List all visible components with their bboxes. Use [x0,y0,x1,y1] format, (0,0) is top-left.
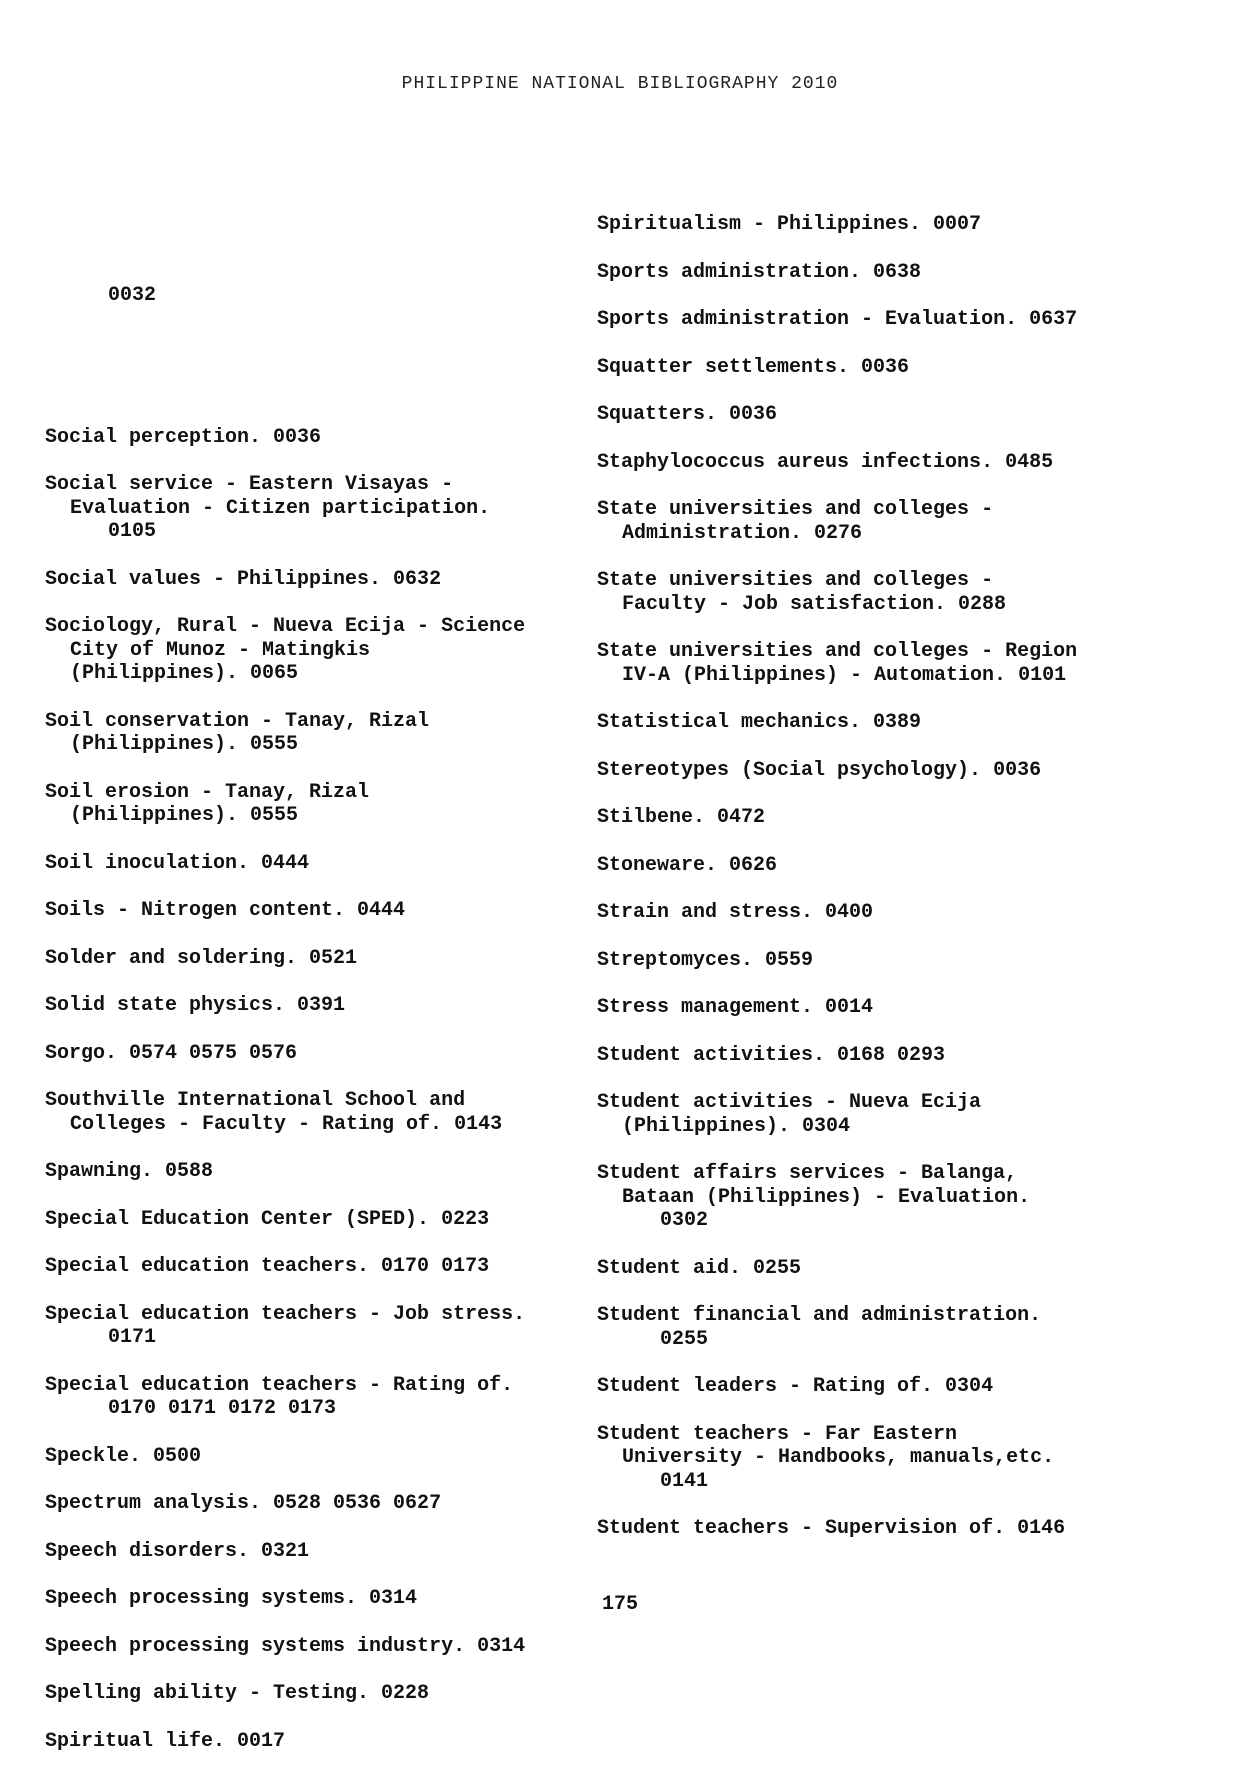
index-entry [597,569,1207,616]
entry-heading: Social perception. 0036 [45,425,322,449]
index-entry [45,568,585,592]
entry-heading: Student teachers - Far Eastern [597,1422,958,1446]
entry-heading: Stilbene. 0472 [597,806,766,829]
entry-heading: Student activities. 0168 0293 [597,1043,946,1067]
index-entry [45,473,585,544]
entry-continuation: (Philippines). 0065 [70,662,299,685]
index-entry [597,261,1207,285]
entry-heading: Solder and soldering. 0521 [45,946,358,970]
entry-continuation: IV-A (Philippines) - Automation. 0101 [622,663,1067,687]
index-entry [597,1044,1207,1068]
index-entry [597,996,1207,1020]
index-entry [45,994,585,1018]
index-entry [597,308,1207,332]
index-entry [45,899,585,923]
entry-heading: Speckle. 0500 [45,1444,202,1468]
entry-heading: Sports administration - Evaluation. 0637 [597,308,1078,331]
entry-heading: Student leaders - Rating of. 0304 [597,1375,994,1398]
entry-heading: Student activities - Nueva Ecija [597,1091,982,1114]
index-entry [597,711,1207,735]
index-entry [597,640,1207,687]
entry-continuation: 0105 [108,520,157,543]
entry-continuation: City of Munoz - Matingkis [70,638,371,662]
entry-heading: Speech disorders. 0321 [45,1539,310,1563]
entry-heading: Strain and stress. 0400 [597,901,874,924]
entry-heading: Stress management. 0014 [597,996,874,1019]
entry-heading: Special Education Center (SPED). 0223 [45,1207,490,1231]
entry-continuation: 0141 [660,1469,709,1493]
index-entry [597,451,1207,475]
entry-heading: Student affairs services - Balanga, [597,1162,1018,1185]
entry-heading: Special education teachers. 0170 0173 [45,1255,490,1278]
index-entry [45,1730,585,1754]
entry-continuation: University - Handbooks, manuals,etc. [622,1446,1055,1469]
entry-heading: Student aid. 0255 [597,1256,802,1280]
entry-continuation: Faculty - Job satisfaction. 0288 [622,592,1007,616]
index-entry [597,1162,1207,1233]
index-entry [597,1091,1207,1138]
entry-heading: State universities and colleges - [597,569,994,592]
index-entry [45,947,585,971]
left-column [45,190,585,1777]
index-entry [597,1257,1207,1281]
entry-heading: State universities and colleges - Region [597,640,1078,663]
entry-heading: Special education teachers - Rating of. [45,1373,514,1397]
index-entry [597,759,1207,783]
entry-heading: Speech processing systems. 0314 [45,1587,418,1610]
index-entry [597,213,1207,237]
entry-heading: Spiritual life. 0017 [45,1729,286,1753]
index-entry [45,1540,585,1564]
entry-heading: Streptomyces. 0559 [597,948,814,972]
index-entry [45,710,585,757]
index-entry [45,781,585,828]
entry-heading: Speech processing systems industry. 0314 [45,1634,526,1658]
entry-continuation: Colleges - Faculty - Rating of. 0143 [70,1112,503,1136]
index-entry [45,1635,585,1659]
entry-heading: Squatter settlements. 0036 [597,355,910,379]
index-entry [45,615,585,686]
index-entry [597,356,1207,380]
index-entry [45,1445,585,1469]
entry-heading: State universities and colleges - [597,498,994,521]
page-header: PHILIPPINE NATIONAL BIBLIOGRAPHY 2010 [401,74,839,94]
index-entry [597,1375,1207,1399]
entry-heading: Soil conservation - Tanay, Rizal [45,709,430,733]
index-entry [45,1255,585,1279]
entry-continuation: 0255 [660,1327,709,1351]
entry-heading: Solid state physics. 0391 [45,994,346,1017]
entry-continuation: 0171 [108,1326,157,1349]
entry-continuation: 0302 [660,1209,709,1232]
entry-heading: Sociology, Rural - Nueva Ecija - Science [45,615,526,638]
entry-heading: Student financial and administration. [597,1304,1042,1327]
index-entry [45,852,585,876]
index-entry [45,1089,585,1136]
entry-heading: Special education teachers - Job stress. [45,1302,526,1326]
entry-heading: Spawning. 0588 [45,1160,214,1183]
page-number: 175 [601,1593,638,1616]
entry-heading: Soils - Nitrogen content. 0444 [45,899,406,922]
entry-heading: Spelling ability - Testing. 0228 [45,1682,430,1705]
entry-continuation: (Philippines). 0555 [70,804,299,827]
index-entry [597,854,1207,878]
entry-heading: Social service - Eastern Visayas - [45,473,454,496]
entry-heading: Stoneware. 0626 [597,853,778,877]
entry-heading: Squatters. 0036 [597,403,778,426]
entry-heading: Southville International School and [45,1089,466,1112]
right-column [597,213,1207,1565]
entry-heading: Statistical mechanics. 0389 [597,711,922,734]
entry-continuation: Administration. 0276 [622,521,863,545]
index-entry [597,403,1207,427]
entry-heading: Soil inoculation. 0444 [45,851,310,875]
index-entry [45,1160,585,1184]
index-entry [597,1423,1207,1494]
index-entry [45,1492,585,1516]
entry-continuation: 0170 0171 0172 0173 [108,1397,337,1420]
index-entry [45,1682,585,1706]
index-entry [45,1374,585,1421]
index-entry [45,1303,585,1350]
entry-heading: Sorgo. 0574 0575 0576 [45,1041,298,1065]
entry-heading: Soil erosion - Tanay, Rizal [45,780,370,804]
entry-continuation: Evaluation - Citizen participation. [70,496,491,520]
entry-heading: Spectrum analysis. 0528 0536 0627 [45,1492,442,1515]
index-entry [597,1304,1207,1351]
entry-heading: Social values - Philippines. 0632 [45,567,442,591]
index-entry [597,498,1207,545]
entry-continuation: Bataan (Philippines) - Evaluation. [622,1185,1031,1209]
index-entry [45,1042,585,1066]
index-entry [45,1208,585,1232]
continued-entry [45,237,585,355]
index-entry [45,426,585,450]
entry-continuation: (Philippines). 0304 [622,1114,851,1138]
continued-number: 0032 [108,284,157,307]
entry-continuation: (Philippines). 0555 [70,733,299,756]
entry-heading: Staphylococcus aureus infections. 0485 [597,450,1054,474]
entry-heading: Spiritualism - Philippines. 0007 [597,213,982,236]
index-entry [597,949,1207,973]
index-entry [597,806,1207,830]
entry-heading: Sports administration. 0638 [597,260,922,284]
entry-heading: Stereotypes (Social psychology). 0036 [597,758,1042,782]
entry-heading: Student teachers - Supervision of. 0146 [597,1517,1066,1540]
index-entry [597,1517,1207,1541]
index-entry [597,901,1207,925]
